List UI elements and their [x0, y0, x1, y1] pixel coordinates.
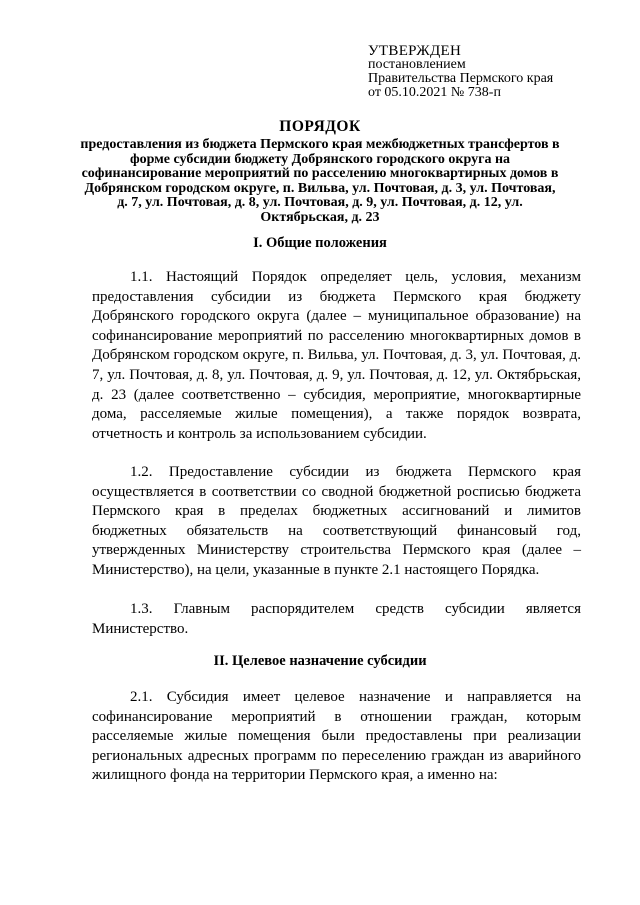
- approval-title: УТВЕРЖДЕН: [368, 43, 462, 59]
- approval-line: постановлением: [368, 57, 466, 72]
- paragraph-2-1: [92, 688, 581, 786]
- paragraph-text: 1.2. Предоставление субсидии из бюджета Пермского края осуществляется в соответствии со сводной бюджетной росписью бюджета Пермского края в пределах бюджетных ассигнований и лимитов бюджетных обязательств на соответствующий финансовый год, утвержденных Министерству строительства Пермского края (далее – Министерство), на цели, указанные в пункте 2.1 настоящего Порядка.: [92, 464, 581, 578]
- section-heading-1: I. Общие положения: [253, 235, 387, 251]
- approval-date: от 05.10.2021 № 738-п: [368, 85, 501, 100]
- paragraph-1-3: [92, 600, 581, 639]
- paragraph-1-2: [92, 463, 581, 581]
- paragraph-1-1: [92, 268, 581, 444]
- paragraph-text: 1.3. Главным распорядителем средств субсидии является Министерство.: [92, 601, 581, 637]
- paragraph-text: 1.1. Настоящий Порядок определяет цель, условия, механизм предоставления субсидии из бюджета Пермского края бюджету Добрянского городского округа (далее – муниципальное образование) на софинансирование мероприятий по расселению многоквартирных домов в Добрянском городском округе, п. Вильва, ул. Почтовая, д. 3, ул. Почтовая, д. 7, ул. Почтовая, д. 8, ул. Почтовая, д. 9, ул. Почтовая, д. 12, ул. Октябрьская, д. 23 (далее соответственно – субсидия, мероприятие, многоквартирные дома, расселяемые жилые помещения), а также порядок возврата, отчетность и контроль за использованием субсидии.: [92, 269, 581, 442]
- paragraph-text: 2.1. Субсидия имеет целевое назначение и направляется на софинансирование мероприятий в отношении граждан, которым расселяемые жилые помещения были предоставлены при реализации региональных адресных программ по переселению граждан из аварийного жилищного фонда на территории Пермского края, а именно на:: [92, 689, 581, 784]
- approval-stamp: [368, 44, 618, 100]
- document-subtitle: предоставления из бюджета Пермского края межбюджетных трансфертов в форме субсидии бюджету Добрянского городского округа на софинансирование мероприятий по расселению многоквартирных домов в Добрянском городском округе, п. Вильва, ул. Почтовая, д. 3, ул. Почтовая, д. 7, ул. Почтовая, д. 8, ул. Почтовая, д. 9, ул. Почтовая, д. 12, ул. Октябрьская, д. 23: [80, 137, 560, 225]
- document-title: ПОРЯДОК: [279, 118, 361, 135]
- approval-line: Правительства Пермского края: [368, 71, 554, 86]
- section-heading-2: II. Целевое назначение субсидии: [213, 653, 427, 669]
